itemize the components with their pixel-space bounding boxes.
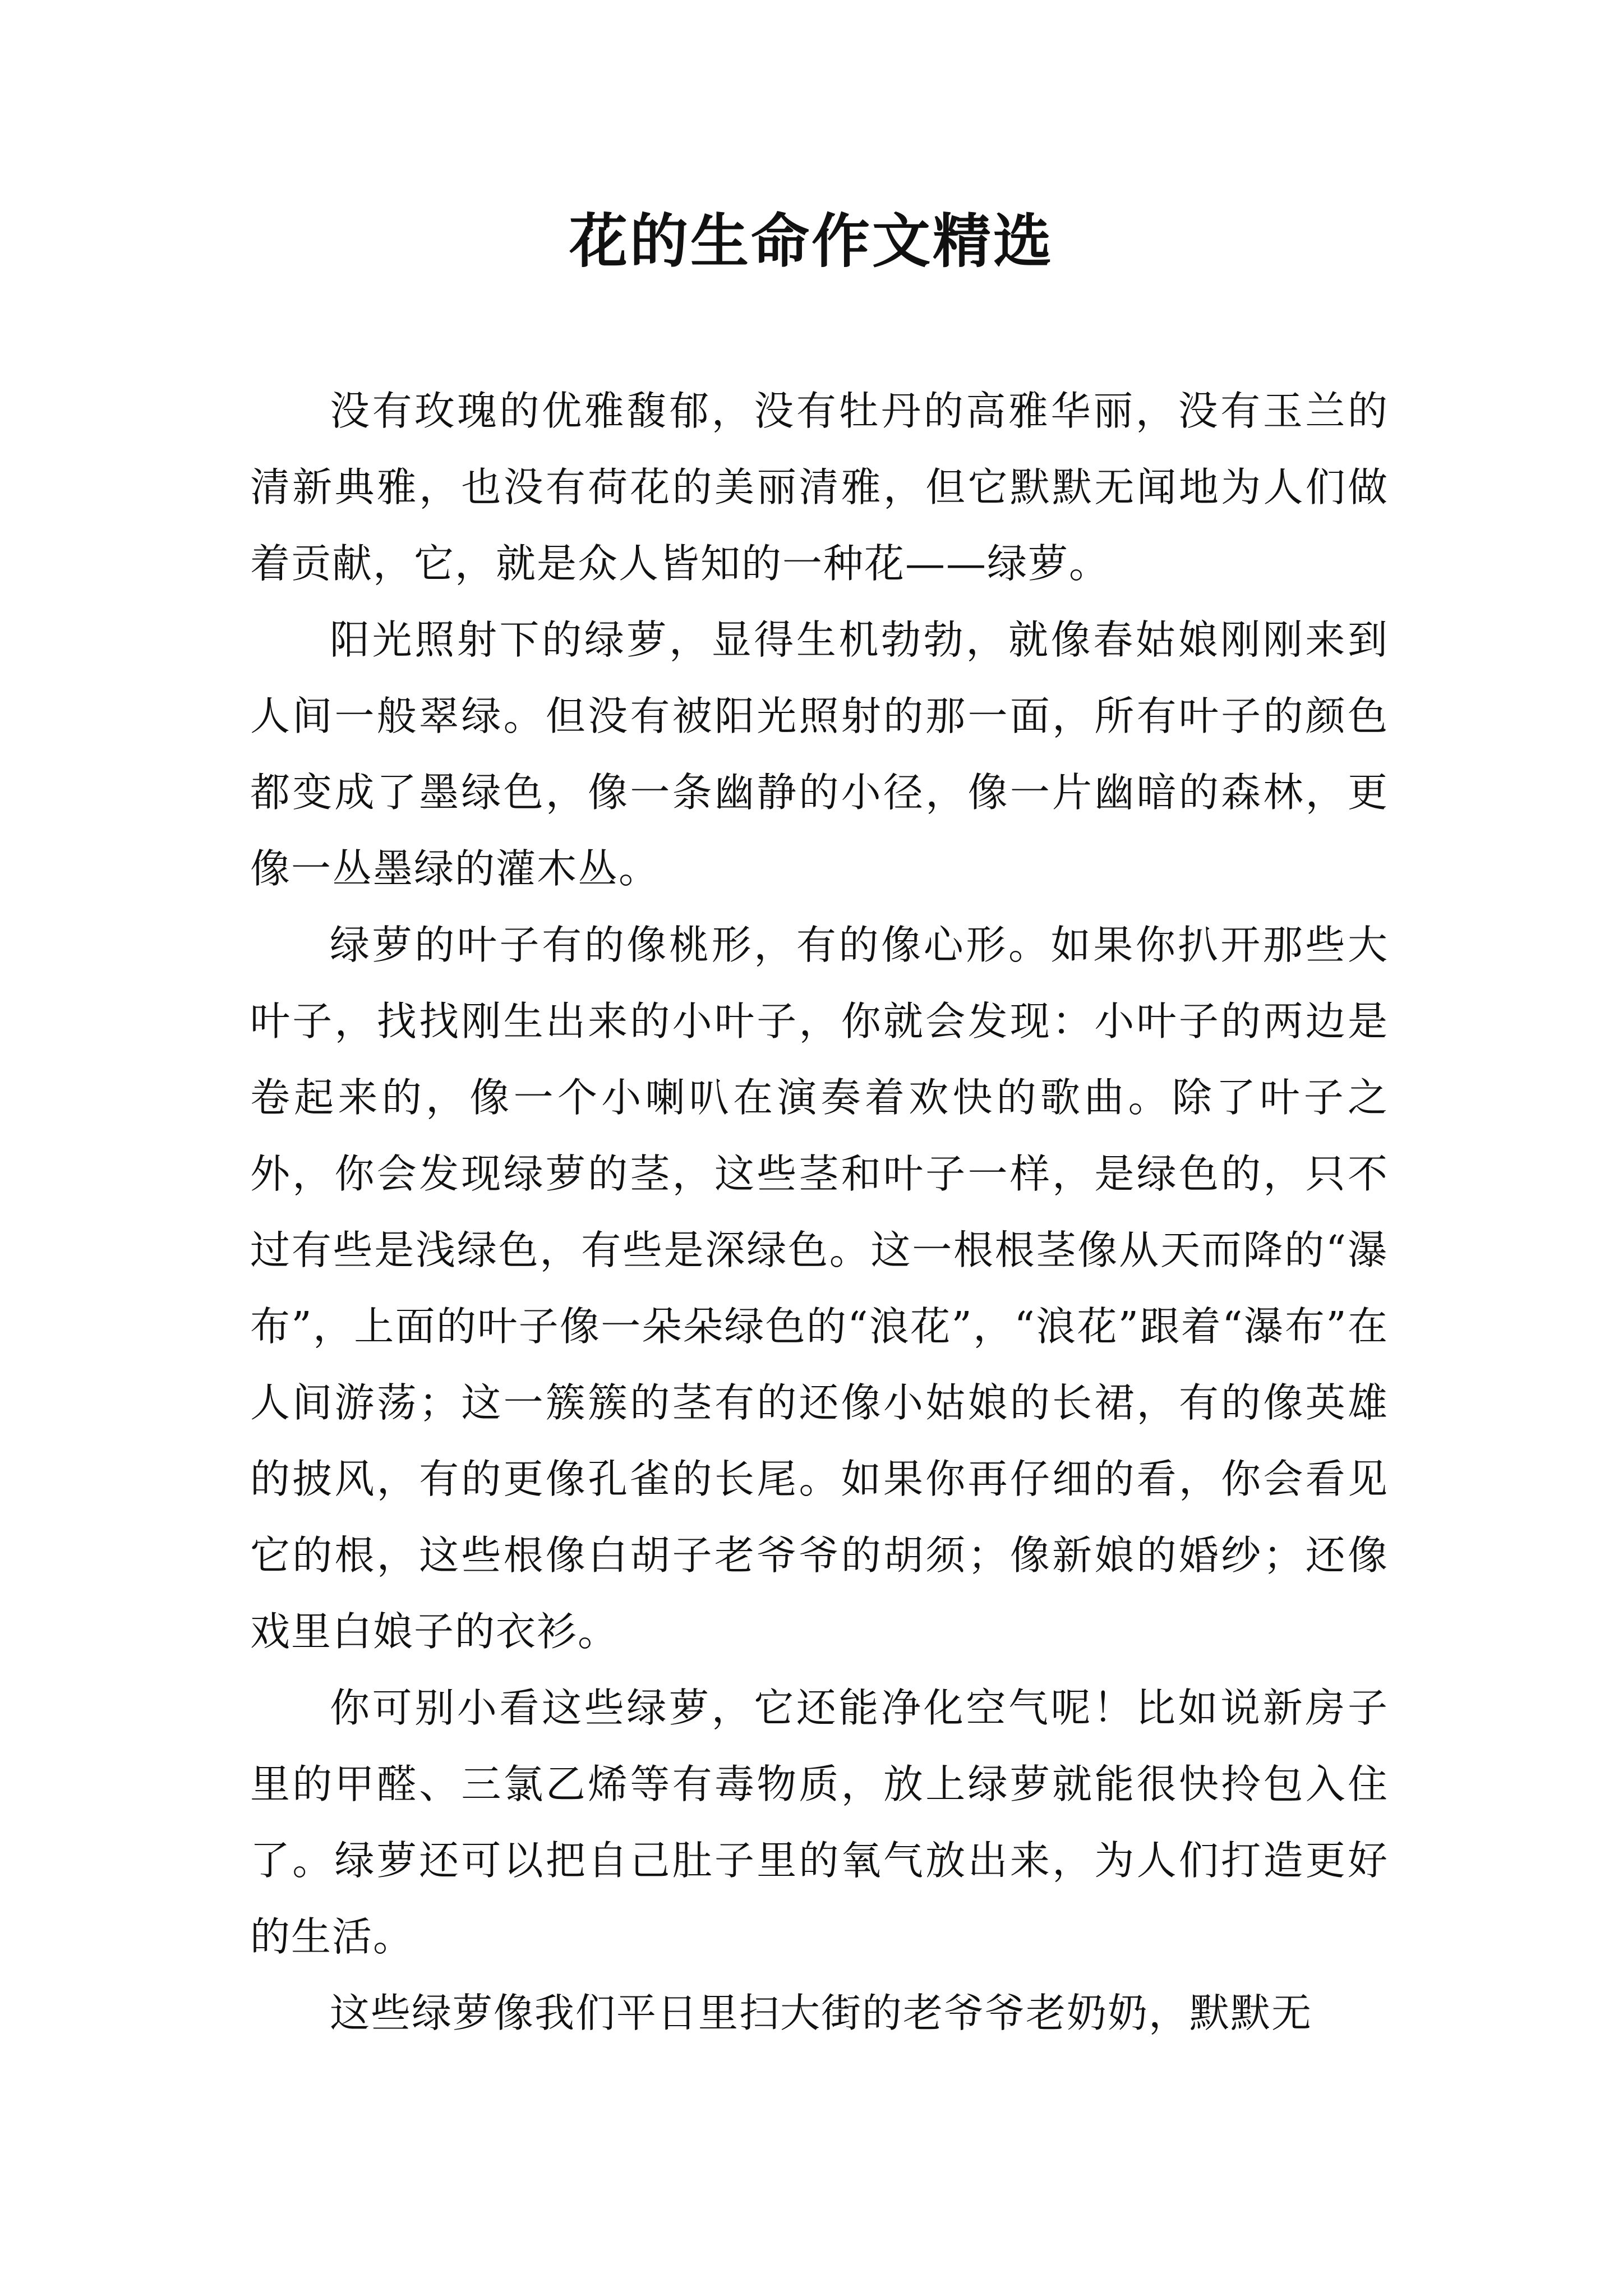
paragraph-1: 没有玫瑰的优雅馥郁，没有牡丹的高雅华丽，没有玉兰的清新典雅，也没有荷花的美丽清雅，但它默默无闻地为人们做着贡献，它，就是众人皆知的一种花——绿萝。 xyxy=(250,388,1389,587)
paragraph-4: 你可别小看这些绿萝，它还能净化空气呢！比如说新房子里的甲醛、三氯乙烯等有毒物质，放上绿萝就能很快拎包入住了。绿萝还可以把自己肚子里的氧气放出来，为人们打造更好的生活。 xyxy=(250,1685,1389,1960)
paragraph-2: 阳光照射下的绿萝，显得生机勃勃，就像春姑娘刚刚来到人间一般翠绿。但没有被阳光照射的那一面，所有叶子的颜色都变成了墨绿色，像一条幽静的小径，像一片幽暗的森林，更像一丛墨绿的灌木丛。 xyxy=(250,616,1389,892)
document-title: 花的生命作文精选 xyxy=(569,206,1054,275)
document-body xyxy=(250,373,1389,2051)
paragraph-3: 绿萝的叶子有的像桃形，有的像心形。如果你扒开那些大叶子，找找刚生出来的小叶子，你就会发现：小叶子的两边是卷起来的，像一个小喇叭在演奏着欢快的歌曲。除了叶子之外，你会发现绿萝的茎，这些茎和叶子一样，是绿色的，只不过有些是浅绿色，有些是深绿色。这一根根茎像从天而降的“瀑布”，上面的叶子像一朵朵绿色的“浪花”，“浪花”跟着“瀑布”在人间游荡；这一簇簇的茎有的还像小姑娘的长裙，有的像英雄的披风，有的更像孔雀的长尾。如果你再仔细的看，你会看见它的根，这些根像白胡子老爷爷的胡须；像新娘的婚纱；还像戏里白娘子的衣衫。 xyxy=(250,922,1389,1655)
paragraph-5: 这些绿萝像我们平日里扫大街的老爷爷老奶奶，默默无 xyxy=(330,1990,1313,2036)
